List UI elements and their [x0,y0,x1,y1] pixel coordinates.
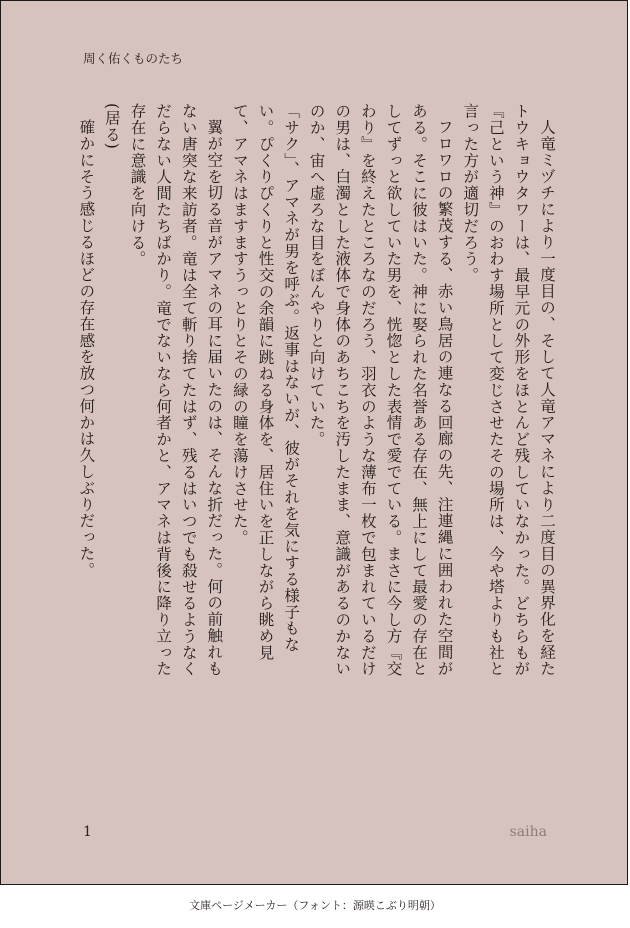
page-number: 1 [83,824,92,840]
paragraph: 確かにそう感じるほどの存在感を放つ何かは久しぶりだった。 [77,118,96,578]
paragraph: フロワロの繁茂する、赤い鳥居の連なる回廊の先、注連縄に囲われた空間がある。そこに彼はいた。神に娶られた名誉ある存在、無上にして最愛の存在としてずっと欲していた男を、恍惚とした表情で愛でている。まさに今し方『交わり』を終えたところなのだろう、羽衣のような薄布一枚で包まれているだけの男は、白濁とした液体で身体のあちこちを汚したまま、意識があるのかないのか、宙へ虚ろな目をぼんやりと向けていた。 [307,103,454,677]
paragraph: 人竜ミヅチにより一度目の、そして人竜アマネにより二度目の異界化を経たトウキョウタワーは、最早元の外形をほとんど残していなかった。どちらもが『己という神』のおわす場所として変じさせたその場所は、今や塔よりも社と言った方が適切だろう。 [461,103,556,677]
vertical-body-text [39,103,559,683]
generator-caption: 文庫ページメーカー（フォント：源暎こぶり明朝） [189,899,441,912]
running-title: 周く佑くものたち [83,51,184,66]
author-name: saiha [509,824,547,840]
paragraph: (居る) [102,103,121,150]
paragraph: 「サク」、アマネが男を呼ぶ。返事はないが、彼がそれを気にする様子もない。ぴくりぴくりと性交の余韻に跳ねる身体を、居住いを正しながら眺め見て、アマネはますますうっとりとその緑の瞳を蕩けさせた。 [230,103,301,661]
paragraph: 翼が空を切る音がアマネの耳に届いたのは、そんな折だった。何の前触れもない唐突な来訪者。竜は全て斬り捨てたはず、残るはいつでも殺せるようなくだらない人間たちばかり。竜でないなら何者かと、アマネは背後に降り立った存在に意識を向ける。 [128,103,224,677]
